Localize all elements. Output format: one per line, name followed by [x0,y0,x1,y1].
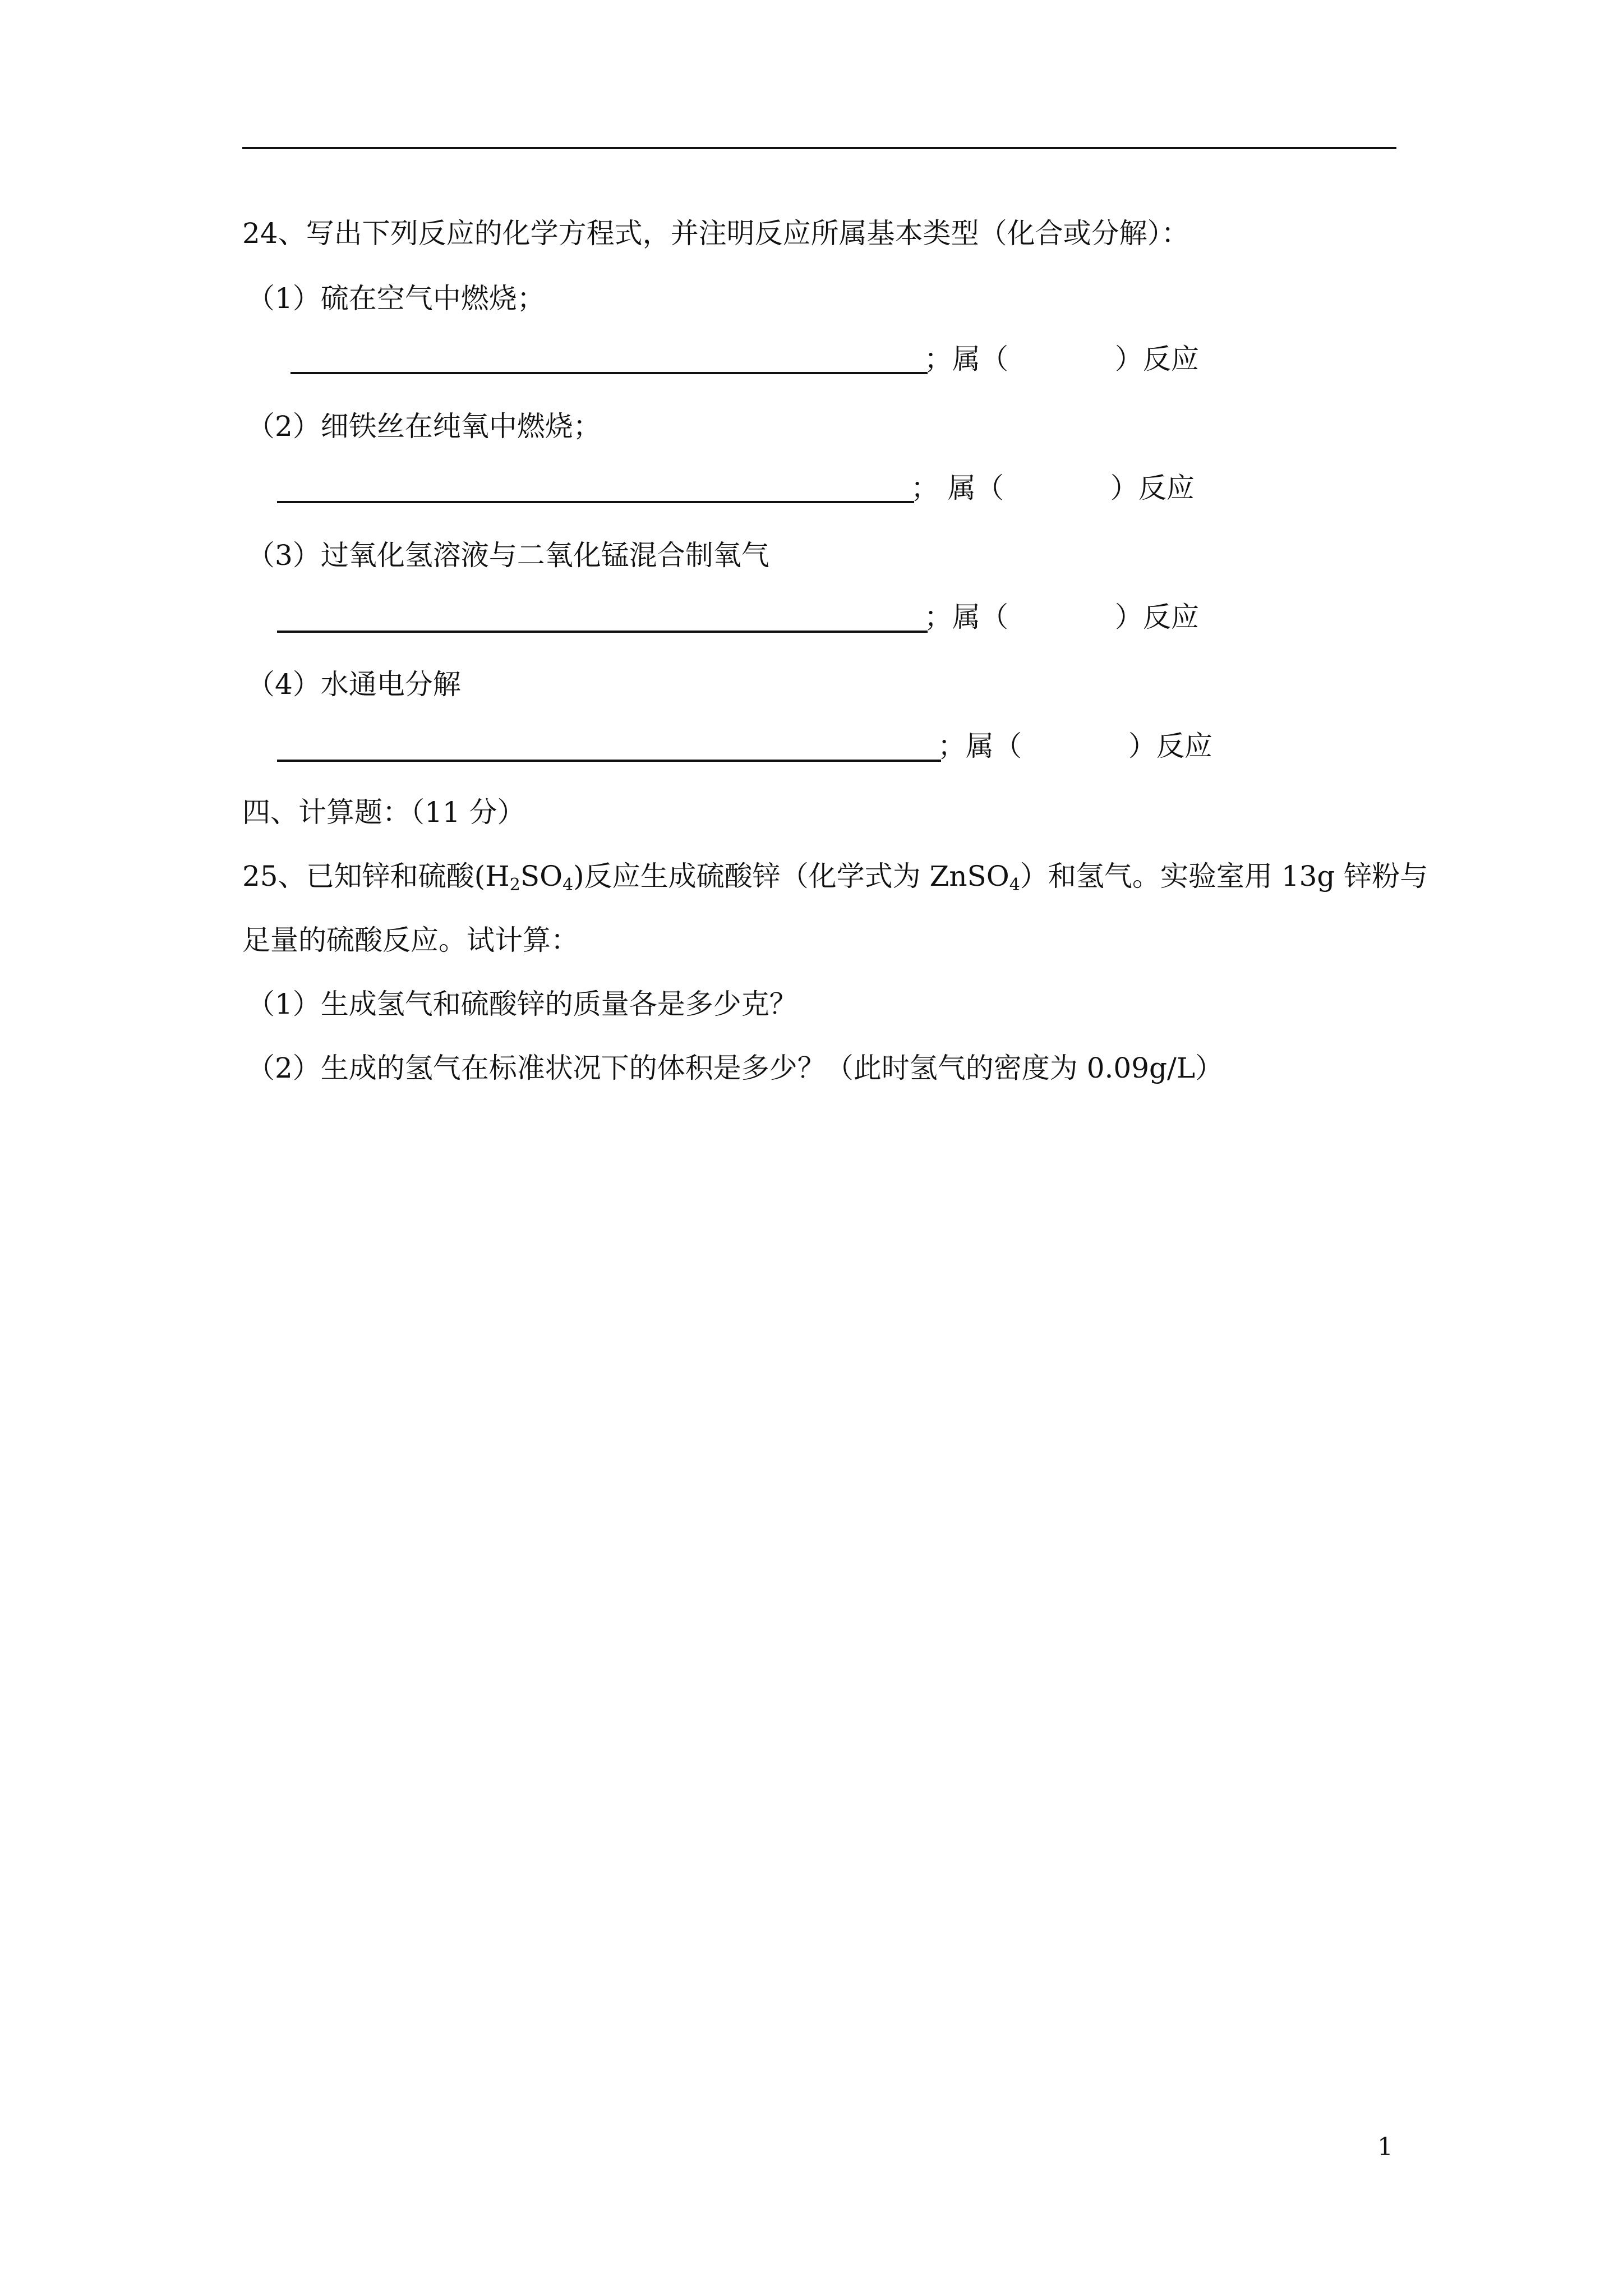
q24-item4-tail-suffix: ）反应 [1128,730,1212,762]
q24-item2-tail-prefix: ； 属（ [911,472,1004,504]
q24-item4-answer-blank[interactable] [277,760,941,762]
q24-item1-tail-prefix: ；属（ [924,343,1008,375]
q24-item3-tail-prefix: ；属（ [924,601,1008,633]
q24-item2-label: （2）细铁丝在纯氧中燃烧； [247,410,601,443]
q24-item4-tail-prefix: ；属（ [938,730,1022,762]
q24-item1-label: （1）硫在空气中燃烧； [247,282,545,315]
q24-item3-label: （3）过氧化氢溶液与二氧化锰混合制氧气 [247,539,769,572]
header-rule [242,147,1396,149]
q25-intro-part4: ）和氢气。实验室用 13g 锌粉与 [1020,860,1428,892]
q25-subquestion-2: （2）生成的氢气在标准状况下的体积是多少？（此时氢气的密度为 0.09g/L） [247,1052,1224,1084]
q24-item1-tail-suffix: ）反应 [1115,343,1199,375]
q25-intro-line2: 足量的硫酸反应。试计算： [242,924,579,956]
q24-item2-answer-blank[interactable] [277,501,914,503]
q25-sub1: 2 [509,875,520,895]
q24-title: 24、写出下列反应的化学方程式，并注明反应所属基本类型（化合或分解）： [242,217,1189,250]
q24-item1-type-tail [924,341,1199,377]
q24-item4-label: （4）水通电分解 [247,668,461,701]
q25-intro-part3: )反应生成硫酸锌（化学式为 ZnSO [573,860,1009,892]
q25-sub2: 4 [562,875,574,895]
q24-item4-type-tail [938,728,1212,764]
q24-item2-type-tail [911,470,1195,506]
q25-sub3: 4 [1009,875,1020,895]
q24-item3-tail-suffix: ）反应 [1115,601,1199,633]
q24-item3-type-tail [924,599,1199,635]
q25-intro-part1: 25、已知锌和硫酸(H [242,860,510,892]
q25-subquestion-1: （1）生成氢气和硫酸锌的质量各是多少克？ [247,988,797,1020]
section4-heading: 四、计算题：（11 分） [242,796,525,829]
page-number: 1 [1377,2133,1393,2161]
q25-intro-line1 [242,858,1428,894]
q24-item3-answer-blank[interactable] [277,631,928,633]
q24-item1-answer-blank[interactable] [291,372,928,374]
q25-intro-part2: SO [520,860,563,892]
q24-item2-tail-suffix: ）反应 [1110,472,1195,504]
